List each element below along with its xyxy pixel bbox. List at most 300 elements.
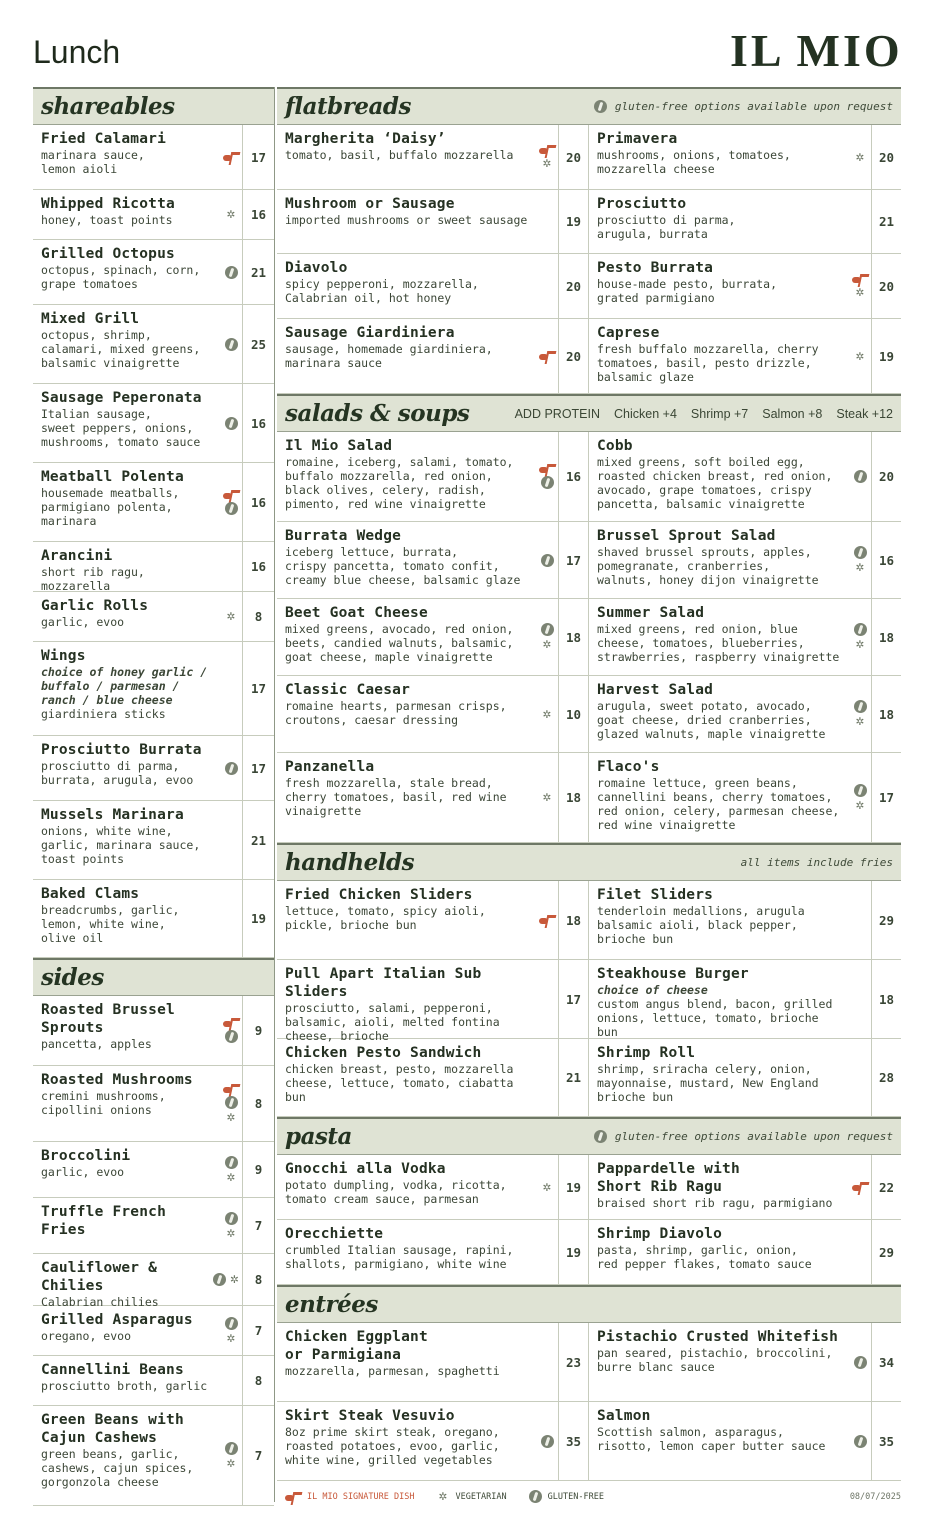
menu-item <box>589 190 901 254</box>
item-description: pancetta, apples <box>41 1037 152 1051</box>
item-price: 8 <box>242 592 274 641</box>
grid-column-left <box>277 1155 589 1285</box>
item-price: 20 <box>871 432 901 521</box>
item-body <box>277 319 536 393</box>
section-header-salads <box>277 394 901 432</box>
menu-item <box>277 676 588 753</box>
item-icons <box>220 996 242 1065</box>
brand-logo: IL MIO <box>730 25 903 76</box>
section-title: entrées <box>285 1291 378 1318</box>
item-description: custom angus blend, bacon, grilled onions, lettuce, tomato, brioche bun <box>597 997 833 1039</box>
section-header-entrees <box>277 1285 901 1323</box>
section-note: all items include fries <box>740 856 893 869</box>
item-name: Meatball Polenta <box>41 469 184 485</box>
item-name: Pistachio Crusted Whitefish <box>597 1329 839 1345</box>
item-description: potato dumpling, vodka, ricotta, tomato cream sauce, parmesan <box>285 1178 507 1206</box>
item-icons <box>220 1406 242 1505</box>
item-body <box>589 753 849 842</box>
item-icons <box>220 463 242 541</box>
item-price: 29 <box>871 881 901 959</box>
item-name: Diavolo <box>285 260 348 276</box>
item-name: Caprese <box>597 325 660 341</box>
item-price: 28 <box>871 1039 901 1116</box>
gluten-free-icon <box>854 784 867 797</box>
item-icons <box>536 599 558 675</box>
menu-item <box>33 463 274 542</box>
item-icons <box>536 881 558 959</box>
item-body <box>33 996 220 1065</box>
menu-item <box>33 1406 274 1506</box>
item-body <box>33 592 220 641</box>
item-name: Grilled Octopus <box>41 246 175 262</box>
gluten-free-icon <box>225 266 238 279</box>
section-title: salads & soups <box>285 400 470 427</box>
item-name: Primavera <box>597 131 678 147</box>
item-description: mixed greens, soft boiled egg, roasted chicken breast, red onion, avocado, grape tomatoes, crispy pancetta, balsamic vinaigrette <box>597 455 833 511</box>
item-description: breadcrumbs, garlic, lemon, white wine, olive oil <box>41 903 180 945</box>
grid-column-left <box>277 432 589 843</box>
item-name: Grilled Asparagus <box>41 1312 193 1328</box>
section-title: handhelds <box>285 849 415 876</box>
menu-item <box>277 599 588 676</box>
item-name: Filet Sliders <box>597 887 714 903</box>
grid-column-right <box>589 125 901 394</box>
item-body <box>33 305 220 383</box>
item-icons <box>212 1254 242 1305</box>
scooter-icon <box>852 1182 868 1192</box>
legend-gluten-free <box>529 1490 604 1503</box>
item-description: house-made pesto, burrata, grated parmigiano <box>597 277 778 305</box>
gluten-free-icon <box>854 1435 867 1448</box>
item-icons <box>536 753 558 842</box>
menu-item <box>33 384 274 463</box>
item-description: lettuce, tomato, spicy aioli, pickle, brioche bun <box>285 904 486 932</box>
item-body <box>277 432 536 521</box>
item-icons <box>849 1220 871 1284</box>
legend-label: GLUTEN-FREE <box>547 1491 604 1502</box>
menu-item <box>33 801 274 880</box>
item-price: 18 <box>558 753 588 842</box>
leaf-icon: ✲ <box>542 789 552 805</box>
menu-item <box>33 592 274 642</box>
item-name: Pappardelle with Short Rib Ragu <box>597 1161 740 1195</box>
item-icons <box>849 125 871 189</box>
menu-item <box>277 1402 588 1481</box>
item-description: housemade meatballs, parmigiano polenta, marinara <box>41 486 180 528</box>
menu-item <box>277 960 588 1043</box>
item-icons <box>220 190 242 239</box>
protein-option: Steak +12 <box>836 406 893 421</box>
gluten-free-icon <box>854 700 867 713</box>
gluten-free-icon <box>854 623 867 636</box>
sides-list <box>33 996 274 1506</box>
item-name: Skirt Steak Vesuvio <box>285 1408 455 1424</box>
item-description: sausage, homemade giardiniera, marinara sauce <box>285 342 493 370</box>
item-body <box>277 1155 536 1219</box>
scooter-icon <box>223 152 239 162</box>
leaf-icon: ✲ <box>226 1329 236 1346</box>
item-body <box>277 881 536 959</box>
menu-item <box>589 319 901 394</box>
item-icons <box>849 432 871 521</box>
gluten-free-icon <box>225 762 238 775</box>
menu-item <box>589 125 901 190</box>
item-body <box>277 125 536 189</box>
menu-item <box>33 1198 274 1254</box>
item-icons <box>536 125 558 189</box>
item-name: Brussel Sprout Salad <box>597 528 776 544</box>
add-protein-label: ADD PROTEIN <box>514 406 601 421</box>
item-price: 16 <box>242 463 274 541</box>
gluten-free-icon <box>225 1442 238 1455</box>
item-description: fresh buffalo mozzarella, cherry tomatoes, basil, pesto drizzle, balsamic glaze <box>597 342 819 384</box>
item-body <box>277 960 536 1043</box>
item-icons <box>536 1220 558 1284</box>
item-name: Pesto Burrata <box>597 260 714 276</box>
item-price: 20 <box>871 125 901 189</box>
menu-item <box>277 522 588 599</box>
item-body <box>33 1142 220 1197</box>
item-name: Whipped Ricotta <box>41 196 175 212</box>
item-price: 17 <box>558 960 588 1038</box>
item-description: prosciutto di parma, burrata, arugula, evoo <box>41 759 194 787</box>
item-price: 35 <box>871 1402 901 1480</box>
menu-item <box>589 1155 901 1220</box>
grid-column-left <box>277 125 589 394</box>
item-icons <box>536 254 558 318</box>
item-icons <box>849 676 871 752</box>
menu-item <box>277 1039 588 1117</box>
item-description: Calabrian chilies <box>41 1295 159 1309</box>
item-price: 9 <box>242 996 274 1065</box>
note-text: gluten-free options available upon request <box>614 100 893 113</box>
gluten-free-icon <box>594 1130 607 1143</box>
item-body <box>277 599 536 675</box>
gluten-free-icon <box>225 1212 238 1225</box>
item-description: giardiniera sticks <box>41 707 166 721</box>
item-icons <box>220 1356 242 1405</box>
item-icons <box>536 522 558 598</box>
item-name: Harvest Salad <box>597 682 714 698</box>
item-body <box>589 319 849 393</box>
item-icons <box>220 240 242 304</box>
item-description: garlic, evoo <box>41 1165 125 1179</box>
item-price: 20 <box>558 125 588 189</box>
item-name: Flaco's <box>597 759 660 775</box>
leaf-icon: ✲ <box>226 1454 236 1471</box>
item-name: Fried Chicken Sliders <box>285 887 473 903</box>
item-name: Panzanella <box>285 759 375 775</box>
menu-item <box>277 753 588 843</box>
legend-signature <box>285 1492 414 1502</box>
item-description: braised short rib ragu, parmigiano <box>597 1196 833 1210</box>
item-price: 21 <box>242 240 274 304</box>
item-body <box>589 1323 849 1401</box>
item-body <box>589 1220 849 1284</box>
gluten-free-icon <box>854 470 867 483</box>
menu-item <box>33 305 274 384</box>
leaf-icon: ✲ <box>226 608 236 624</box>
item-name: Mixed Grill <box>41 311 140 327</box>
leaf-icon: ✲ <box>855 347 865 364</box>
item-icons <box>536 432 558 521</box>
entrees-grid <box>277 1323 901 1481</box>
item-body <box>33 384 220 462</box>
item-name: Classic Caesar <box>285 682 411 698</box>
item-body <box>277 676 536 752</box>
gluten-free-icon <box>225 338 238 351</box>
item-name: Roasted Mushrooms <box>41 1072 193 1088</box>
item-name: Green Beans with Cajun Cashews <box>41 1412 184 1446</box>
item-description: tenderloin medallions, arugula balsamic aioli, black pepper, brioche bun <box>597 904 805 946</box>
item-name: Salmon <box>597 1408 651 1424</box>
scooter-icon <box>852 274 868 284</box>
left-column <box>33 87 274 1506</box>
item-price: 23 <box>558 1323 588 1401</box>
item-body <box>33 1356 220 1405</box>
item-price: 21 <box>242 801 274 879</box>
item-name: Shrimp Roll <box>597 1045 696 1061</box>
item-icons <box>220 542 242 591</box>
item-icons <box>536 676 558 752</box>
item-icons <box>536 190 558 253</box>
item-description: green beans, garlic, cashews, cajun spices, gorgonzola cheese <box>41 1447 194 1489</box>
item-name: Cauliflower & Chilies <box>41 1260 158 1294</box>
item-name: Prosciutto Burrata <box>41 742 202 758</box>
scooter-icon <box>539 464 555 474</box>
menu-item <box>33 240 274 305</box>
pasta-grid <box>277 1155 901 1285</box>
item-price: 8 <box>242 1254 274 1305</box>
item-name: Gnocchi alla Vodka <box>285 1161 446 1177</box>
item-description: romaine, iceberg, salami, tomato, buffalo mozzarella, red onion, black olives, celery, radish, pimento, red wine vinaigrette <box>285 455 514 511</box>
leaf-icon: ✲ <box>542 1178 552 1195</box>
item-body <box>33 736 220 800</box>
scooter-icon <box>223 490 239 500</box>
item-name: Pull Apart Italian Sub Sliders <box>285 966 482 1000</box>
item-description: octopus, spinach, corn, grape tomatoes <box>41 263 201 291</box>
menu-item <box>33 736 274 801</box>
menu-item <box>277 881 588 960</box>
item-description: mixed greens, red onion, blue cheese, tomatoes, blueberries, strawberries, raspberry vinaigrette <box>597 622 840 664</box>
item-name: Fried Calamari <box>41 131 167 147</box>
item-body <box>589 190 849 253</box>
item-icons <box>220 1142 242 1197</box>
item-name: Shrimp Diavolo <box>597 1226 723 1242</box>
item-icons <box>849 1402 871 1480</box>
page-title: Lunch <box>33 34 121 70</box>
item-price: 19 <box>558 1220 588 1284</box>
scooter-icon <box>539 145 555 155</box>
leaf-icon: ✲ <box>226 1168 236 1185</box>
item-name: Summer Salad <box>597 605 705 621</box>
item-name: Wings <box>41 648 86 664</box>
leaf-icon: ✲ <box>542 705 552 722</box>
item-body <box>33 542 220 591</box>
leaf-icon: ✲ <box>855 796 865 813</box>
item-price: 17 <box>242 642 274 735</box>
item-price: 34 <box>871 1323 901 1401</box>
item-description: octopus, shrimp, calamari, mixed greens, balsamic vinaigrette <box>41 328 201 370</box>
item-body <box>589 1402 849 1480</box>
menu-item <box>277 1323 588 1402</box>
item-body <box>589 125 849 189</box>
item-description: prosciutto broth, garlic <box>41 1379 208 1393</box>
legend-vegetarian <box>436 1490 506 1503</box>
menu-item <box>33 880 274 958</box>
grid-column-left <box>277 881 589 1117</box>
item-description: oregano, evoo <box>41 1329 132 1343</box>
menu-date: 08/07/2025 <box>849 1491 901 1502</box>
item-name: Cannellini Beans <box>41 1362 184 1378</box>
item-description: arugula, sweet potato, avocado, goat cheese, dried cranberries, glazed walnuts, maple vinaigrette <box>597 699 826 741</box>
flatbreads-grid <box>277 125 901 394</box>
item-description: imported mushrooms or sweet sausage <box>285 213 528 227</box>
gluten-free-icon <box>594 100 607 113</box>
item-name: Burrata Wedge <box>285 528 402 544</box>
section-note <box>594 1130 893 1143</box>
item-body <box>277 753 536 842</box>
item-icons <box>849 190 871 253</box>
item-body <box>33 190 220 239</box>
item-name: Orecchiette <box>285 1226 384 1242</box>
gluten-free-icon <box>225 1096 238 1109</box>
legend-label: VEGETARIAN <box>455 1491 507 1502</box>
item-description: short rib ragu, mozzarella <box>41 565 145 593</box>
section-header-sides <box>33 958 274 996</box>
column-divider <box>274 87 275 1502</box>
item-icons <box>220 801 242 879</box>
menu-item <box>277 190 588 254</box>
leaf-icon: ✲ <box>226 206 236 222</box>
leaf-icon: ✲ <box>855 559 865 575</box>
leaf-icon: ✲ <box>438 1488 448 1504</box>
section-title: sides <box>41 964 104 991</box>
right-column <box>277 87 901 1481</box>
item-icons <box>220 880 242 957</box>
gluten-free-icon <box>854 1356 867 1369</box>
item-description: 8oz prime skirt steak, oregano, roasted potatoes, evoo, garlic, white wine, grilled vegetables <box>285 1425 500 1467</box>
menu-item <box>589 1323 901 1402</box>
leaf-icon: ✲ <box>542 154 552 171</box>
menu-item <box>33 996 274 1066</box>
item-icons <box>536 960 558 1038</box>
grid-column-right <box>589 1323 901 1481</box>
item-description: iceberg lettuce, burrata, crispy pancetta, tomato confit, creamy blue cheese, balsamic glaze <box>285 545 521 587</box>
leaf-icon: ✲ <box>855 713 865 729</box>
item-name: Truffle French Fries <box>41 1204 167 1238</box>
scooter-icon <box>223 1084 239 1094</box>
item-price: 9 <box>242 1142 274 1197</box>
item-price: 21 <box>871 190 901 253</box>
item-body <box>33 1406 220 1505</box>
item-description: mozzarella, parmesan, spaghetti <box>285 1364 500 1378</box>
section-title: flatbreads <box>285 93 411 120</box>
menu-item <box>277 1155 588 1220</box>
item-body <box>33 642 220 735</box>
item-description: pan seared, pistachio, broccolini, burre blanc sauce <box>597 1346 833 1374</box>
item-icons <box>849 1039 871 1116</box>
item-icons <box>849 522 871 598</box>
protein-option: Salmon +8 <box>762 406 823 421</box>
item-icons <box>220 592 242 641</box>
item-name: Beet Goat Cheese <box>285 605 428 621</box>
item-icons <box>536 1323 558 1401</box>
item-price: 18 <box>871 960 901 1038</box>
item-body <box>33 125 220 189</box>
item-price: 18 <box>558 599 588 675</box>
item-description: Italian sausage, sweet peppers, onions, mushrooms, tomato sauce <box>41 407 201 449</box>
leaf-icon: ✲ <box>542 636 552 652</box>
gluten-free-icon <box>541 623 554 636</box>
item-description: tomato, basil, buffalo mozzarella <box>285 148 514 162</box>
item-body <box>277 254 536 318</box>
item-name: Il Mio Salad <box>285 438 393 454</box>
item-price: 16 <box>242 384 274 462</box>
section-title: pasta <box>285 1123 352 1150</box>
item-body <box>33 880 220 957</box>
item-price: 10 <box>558 676 588 752</box>
shareables-list <box>33 125 274 958</box>
item-price: 7 <box>242 1198 274 1253</box>
section-note <box>594 100 893 113</box>
menu-item <box>589 254 901 319</box>
item-name: Arancini <box>41 548 113 564</box>
item-body <box>589 960 849 1038</box>
item-icons <box>849 319 871 393</box>
item-price: 19 <box>242 880 274 957</box>
legend-label: IL MIO SIGNATURE DISH <box>307 1491 415 1502</box>
item-description: fresh mozzarella, stale bread, cherry tomatoes, basil, red wine vinaigrette <box>285 776 507 818</box>
item-price: 19 <box>558 190 588 253</box>
menu-item <box>277 319 588 394</box>
legend <box>285 1490 901 1503</box>
item-price: 8 <box>242 1066 274 1141</box>
item-body <box>277 1323 536 1401</box>
item-name: Roasted Brussel Sprouts <box>41 1002 175 1036</box>
item-body <box>589 432 849 521</box>
item-name: Steakhouse Burger <box>597 966 749 982</box>
gluten-free-icon <box>541 554 554 567</box>
item-name: Baked Clams <box>41 886 140 902</box>
item-name: Sausage Peperonata <box>41 390 202 406</box>
item-icons <box>220 384 242 462</box>
item-choice: choice of honey garlic / buffalo / parmesan / ranch / blue cheese <box>41 665 208 707</box>
item-icons <box>220 1198 242 1253</box>
note-text: gluten-free options available upon request <box>614 1130 893 1143</box>
section-header-flatbreads <box>277 87 901 125</box>
menu-item <box>33 190 274 240</box>
menu-item <box>589 1220 901 1285</box>
item-description: shaved brussel sprouts, apples, pomegranate, cranberries, walnuts, honey dijon vinaigrette <box>597 545 819 587</box>
scooter-icon <box>539 351 555 361</box>
item-body <box>589 676 849 752</box>
menu-item <box>589 960 901 1039</box>
leaf-icon: ✲ <box>855 148 865 165</box>
item-body <box>277 190 536 253</box>
item-name: Prosciutto <box>597 196 687 212</box>
menu-item <box>277 432 588 522</box>
item-icons <box>849 881 871 959</box>
item-icons <box>849 599 871 675</box>
item-icons <box>849 254 871 318</box>
item-name: Chicken Eggplant or Parmigiana <box>285 1329 428 1363</box>
scooter-icon <box>223 1018 239 1028</box>
item-price: 16 <box>242 190 274 239</box>
item-price: 17 <box>558 522 588 598</box>
item-name: Mushroom or Sausage <box>285 196 455 212</box>
salads-grid <box>277 432 901 843</box>
